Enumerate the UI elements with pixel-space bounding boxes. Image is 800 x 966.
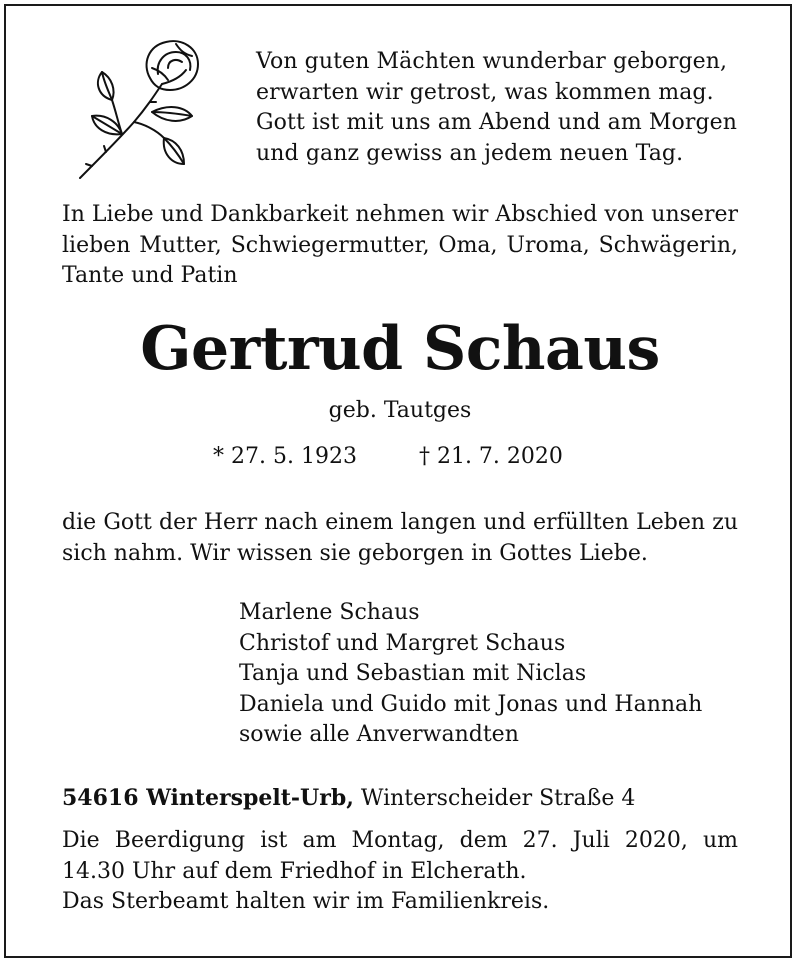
funeral-info — [62, 826, 738, 918]
mourners-list — [239, 598, 702, 751]
address — [62, 783, 635, 814]
death-date: † 21. 7. 2020 — [418, 444, 563, 469]
poem-line: Von guten Mächten wunderbar geborgen, — [256, 49, 728, 74]
intro-text: In Liebe und Dankbarkeit nehmen wir Abschied von unserer lieben Mutter, Schwiegermutter, Oma, Uroma, Schwägerin, Tante und Patin — [62, 202, 738, 288]
poem-line: erwarten wir getrost, was kommen mag. — [256, 79, 714, 105]
mourner: Tanja und Sebastian mit Niclas — [239, 661, 587, 686]
mourner: Marlene Schaus — [239, 600, 420, 625]
birth-date: * 27. 5. 1923 — [213, 444, 357, 469]
mourner: Daniela und Guido mit Jonas und Hannah — [239, 691, 703, 717]
mourner: sowie alle Anverwandten — [239, 722, 519, 747]
mourner: Christof und Margret Schaus — [239, 630, 566, 656]
address-place: 54616 Winterspelt-Urb, — [62, 785, 354, 811]
closing-text: die Gott der Herr nach einem langen und erfüllten Leben zu sich nahm. Wir wissen sie geborgen in Gottes Liebe. — [62, 510, 738, 566]
poem-line: und ganz gewiss an jedem neuen Tag. — [256, 140, 684, 166]
funeral-line: 14.30 Uhr auf dem Friedhof in Elcherath. — [62, 858, 527, 884]
life-dates — [213, 442, 563, 472]
funeral-line: Das Sterbeamt halten wir im Familienkreis. — [62, 889, 550, 914]
poem-line: Gott ist mit uns am Abend und am Morgen — [256, 110, 738, 135]
deceased-name: Gertrud Schaus — [140, 314, 660, 384]
address-street: Winterscheider Straße 4 — [360, 786, 636, 811]
birth-name: geb. Tautges — [328, 398, 472, 423]
funeral-line: Die Beerdigung ist am Montag, dem 27. Juli 2020, um — [62, 828, 738, 853]
rose-icon — [72, 38, 206, 182]
poem — [256, 47, 737, 169]
